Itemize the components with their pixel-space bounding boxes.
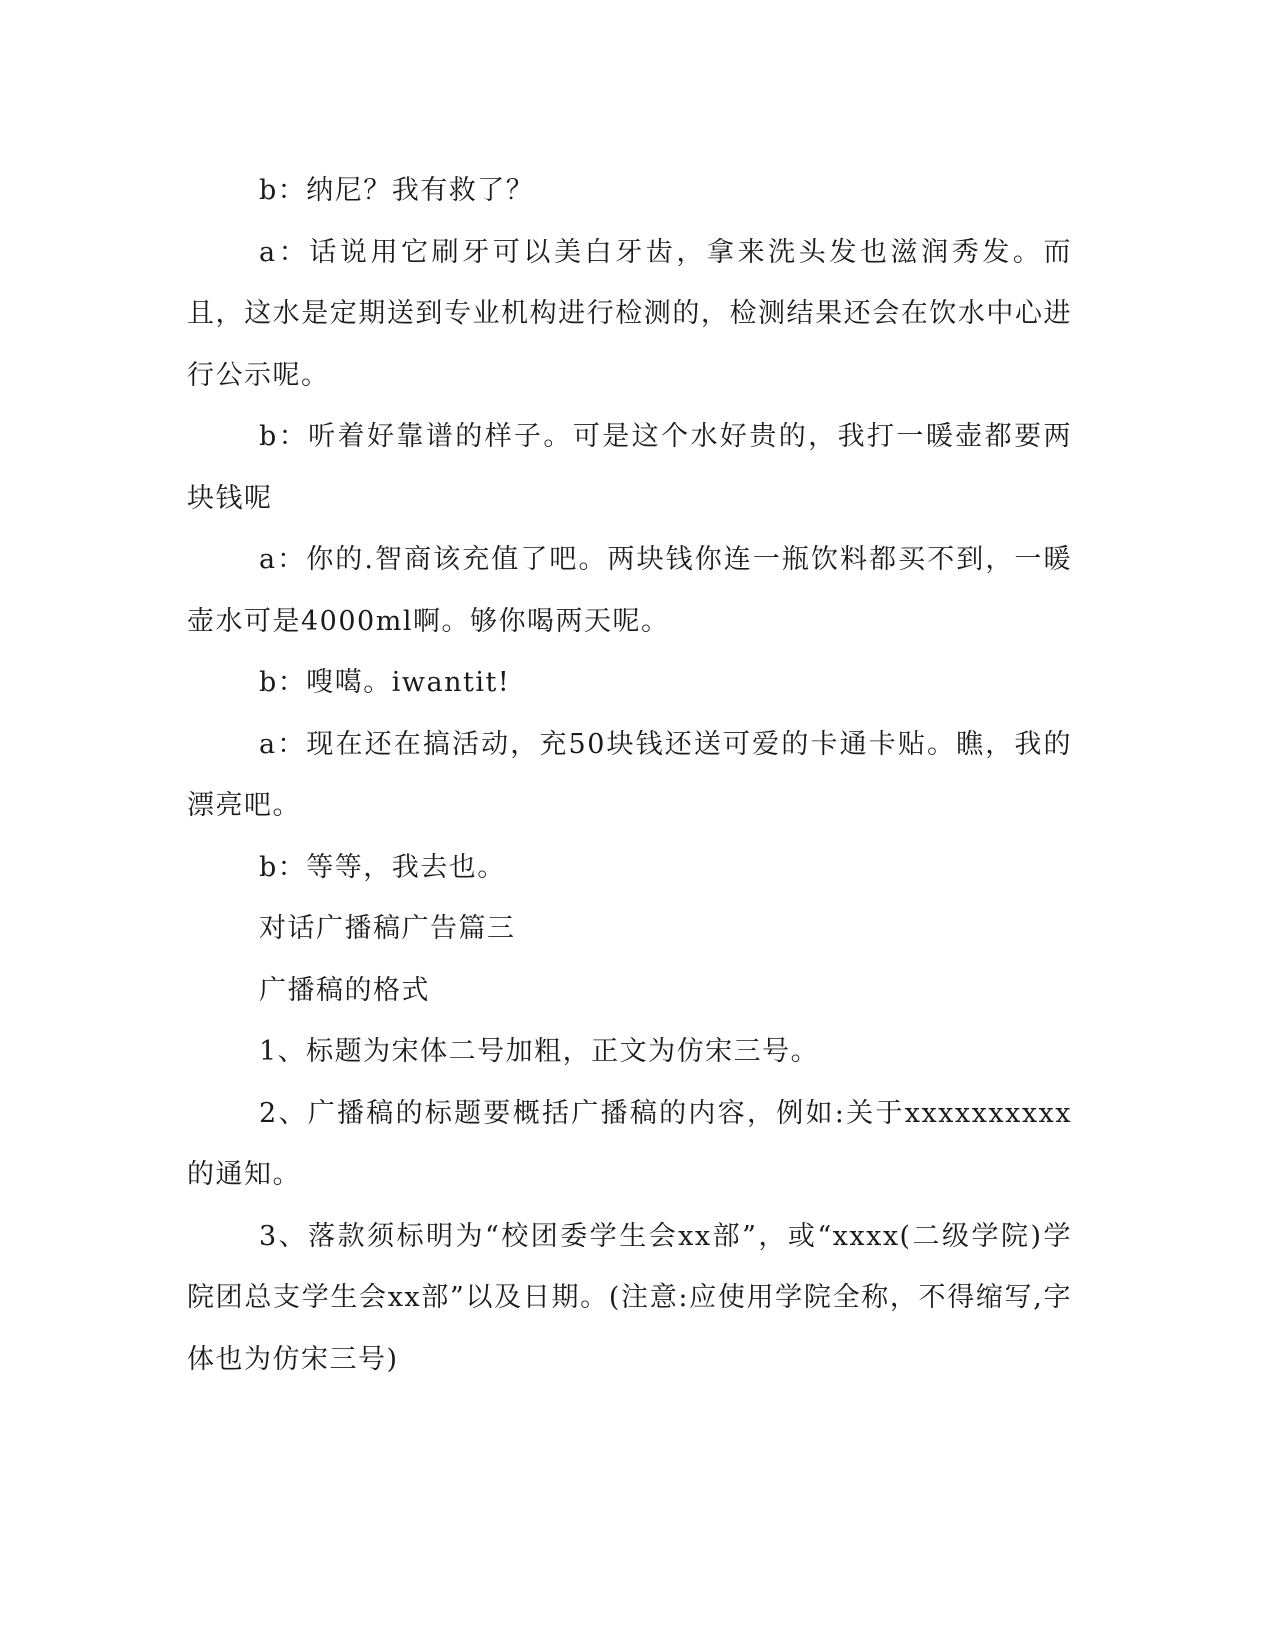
document-body [187,160,1072,1390]
paragraph: b：纳尼？我有救了？ [259,175,535,206]
paragraph: a：现在还在搞活动，充50块钱还送可爱的卡通卡贴。瞧，我的漂亮吧。 [187,728,1072,821]
paragraph: b：等等，我去也。 [259,851,506,883]
paragraph: b：听着好靠谱的样子。可是这个水好贵的，我打一暖壶都要两块钱呢 [187,421,1072,514]
paragraph: a：话说用它刷牙可以美白牙齿，拿来洗头发也滋润秀发。而且，这水是定期送到专业机构进行检测的，检测结果还会在饮水中心进行公示呢。 [187,236,1072,391]
subheading: 广播稿的格式 [259,974,430,1006]
section-heading: 对话广播稿广告篇三 [259,913,516,944]
list-item: 1、标题为宋体二号加粗，正文为仿宋三号。 [259,1036,820,1067]
paragraph: a：你的.智商该充值了吧。两块钱你连一瓶饮料都买不到，一暖壶水可是4000ml啊。够你喝两天呢。 [187,544,1072,637]
paragraph: b：嗖噶。iwantit! [259,667,511,698]
list-item: 3、落款须标明为“校团委学生会xx部”，或“xxxx(二级学院)学院团总支学生会xx部”以及日期。(注意:应使用学院全称，不得缩写,字体也为仿宋三号) [187,1220,1072,1375]
list-item: 2、广播稿的标题要概括广播稿的内容，例如:关于xxxxxxxxxx的通知。 [187,1097,1072,1190]
